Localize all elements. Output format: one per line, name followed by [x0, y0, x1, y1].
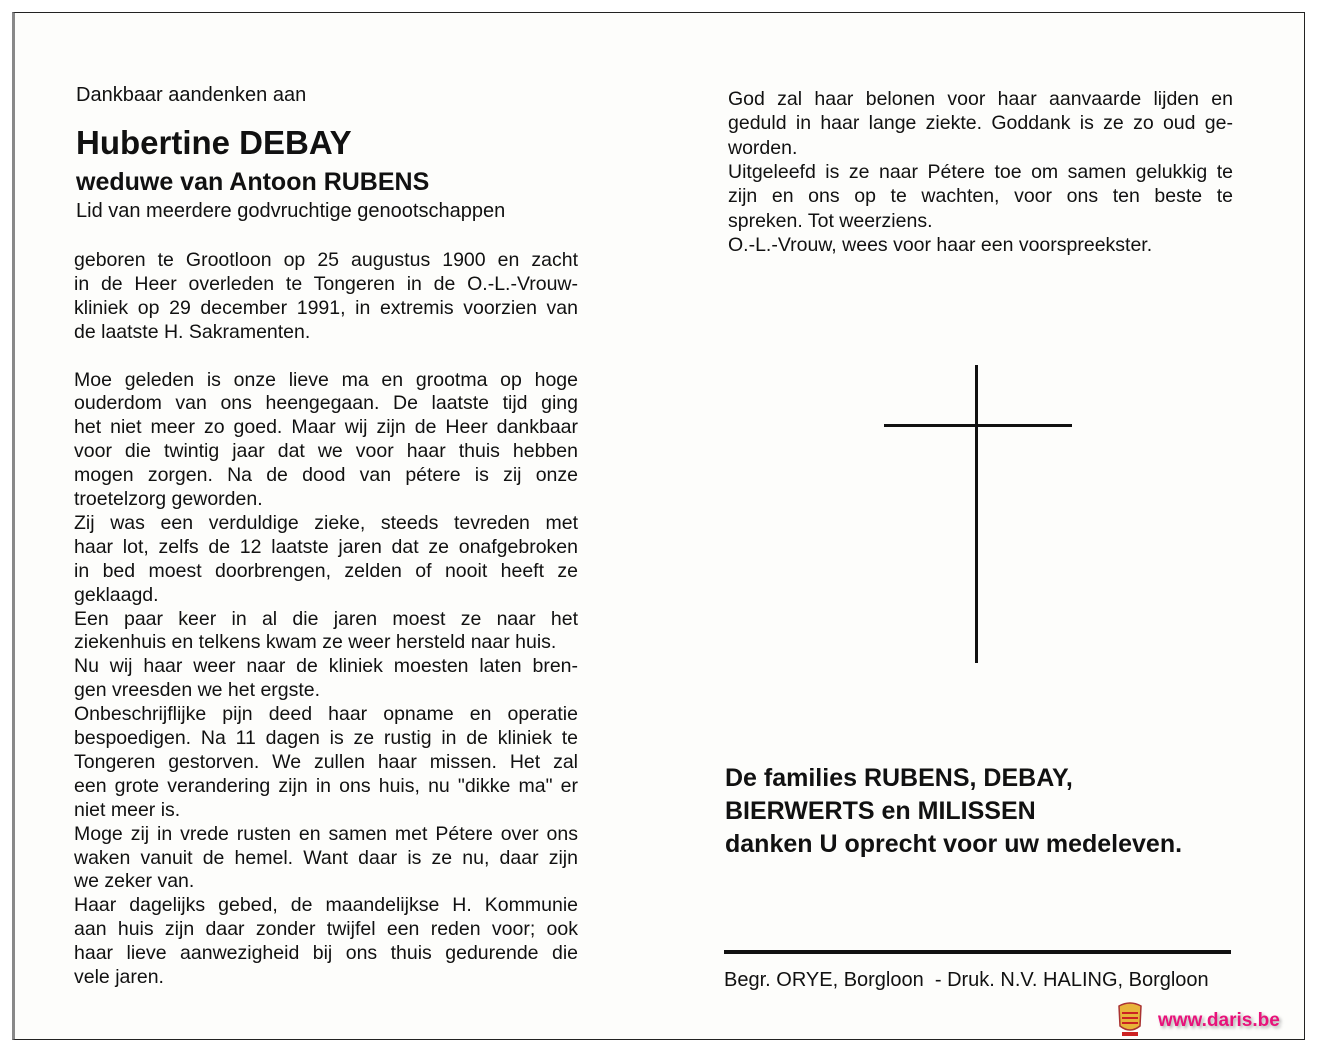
printer-credit: Begr. ORYE, Borgloon - Druk. N.V. HALING, Borgloon — [724, 969, 1209, 991]
deceased-name: Hubertine DEBAY — [76, 124, 352, 161]
text-line: ouderdom van ons heengegaan. De laatste tijd ging — [74, 392, 578, 415]
text-line: niet meer is. — [74, 798, 181, 821]
text-line: aan huis zijn daar zonder twijfel een reden voor; ook — [74, 918, 578, 941]
intro-text: Dankbaar aandenken aan — [76, 84, 307, 106]
text-line: een grote verandering zijn in ons huis, nu "dikke ma" er — [74, 774, 578, 797]
text-line: het niet meer zo goed. Maar wij zijn de Heer dankbaar — [74, 416, 578, 439]
text-line: Moe geleden is onze lieve ma en grootma op hoge — [74, 368, 578, 391]
text-line: voor die twintig jaar dat we voor haar thuis hebben — [74, 440, 578, 463]
text-line: Onbeschrijflijke pijn deed haar opname en operatie — [74, 703, 578, 726]
text-line: spreken. Tot weerziens. — [728, 209, 933, 232]
thanks-line: De families RUBENS, DEBAY, — [725, 764, 1073, 792]
text-line: gen vreesden we het ergste. — [74, 679, 321, 702]
text-line: vele jaren. — [74, 966, 164, 988]
text-line: in de Heer overleden te Tongeren in de O.-L.-Vrouw- — [74, 272, 578, 295]
text-line: zijn en ons op te wachten, voor ons ten beste te — [728, 185, 1233, 208]
text-line: haar lot, zelfs de 12 laatste jaren dat ze onafgebroken — [74, 535, 578, 558]
divider — [724, 950, 1231, 954]
widow-of: weduwe van Antoon RUBENS — [76, 168, 430, 196]
text-line: geboren te Grootloon op 25 augustus 1900 en zacht — [74, 249, 578, 271]
text-line: troetelzorg geworden. — [74, 488, 263, 510]
text-line: Tongeren gestorven. We zullen haar missen. Het zal — [74, 750, 578, 773]
text-line: Moge zij in vrede rusten en samen met Pétere over ons — [74, 822, 578, 845]
text-line: we zeker van. — [74, 870, 195, 893]
text-line: God zal haar belonen voor haar aanvaarde lijden en — [728, 88, 1233, 110]
text-line: geklaagd. — [74, 583, 159, 606]
text-line: Zij was een verduldige zieke, steeds tevreden met — [74, 511, 578, 534]
text-line: kliniek op 29 december 1991, in extremis voorzien van — [74, 296, 578, 319]
text-line: O.-L.-Vrouw, wees voor haar een voorspreekster. — [728, 233, 1153, 256]
cross-icon-bar — [884, 424, 1072, 427]
text-line: de laatste H. Sakramenten. — [74, 320, 311, 343]
text-line: bespoedigen. Na 11 dagen is ze rustig in de kliniek te — [74, 727, 578, 749]
text-line: Een paar keer in al die jaren moest ze naar het — [74, 607, 578, 630]
text-line: waken vanuit de hemel. Want daar is ze nu, daar zijn — [74, 846, 578, 869]
text-line: in bed moest doorbrengen, zelden of nooit heeft ze — [74, 559, 578, 582]
text-line: haar lieve aanwezigheid bij ons thuis gedurende die — [74, 942, 578, 965]
text-line: ziekenhuis en telkens kwam ze weer hersteld naar huis. — [74, 631, 557, 654]
crest-icon — [1116, 1000, 1144, 1038]
cross-icon — [975, 365, 978, 663]
text-line: Uitgeleefd is ze naar Pétere toe om samen gelukkig te — [728, 160, 1233, 183]
text-line: geduld in haar lange ziekte. Goddank is ze zo oud ge- — [728, 112, 1233, 135]
text-line: Nu wij haar weer naar de kliniek moesten laten bren- — [74, 655, 578, 678]
text-line: Haar dagelijks gebed, de maandelijkse H. Kommunie — [74, 894, 578, 917]
text-line: mogen zorgen. Na de dood van pétere is zij onze — [74, 464, 578, 487]
thanks-line: danken U oprecht voor uw medeleven. — [725, 830, 1183, 858]
membership: Lid van meerdere godvruchtige genootschappen — [76, 200, 506, 222]
text-line: worden. — [728, 136, 798, 159]
watermark: www.daris.be — [1158, 1010, 1280, 1031]
thanks-line: BIERWERTS en MILISSEN — [725, 797, 1036, 825]
